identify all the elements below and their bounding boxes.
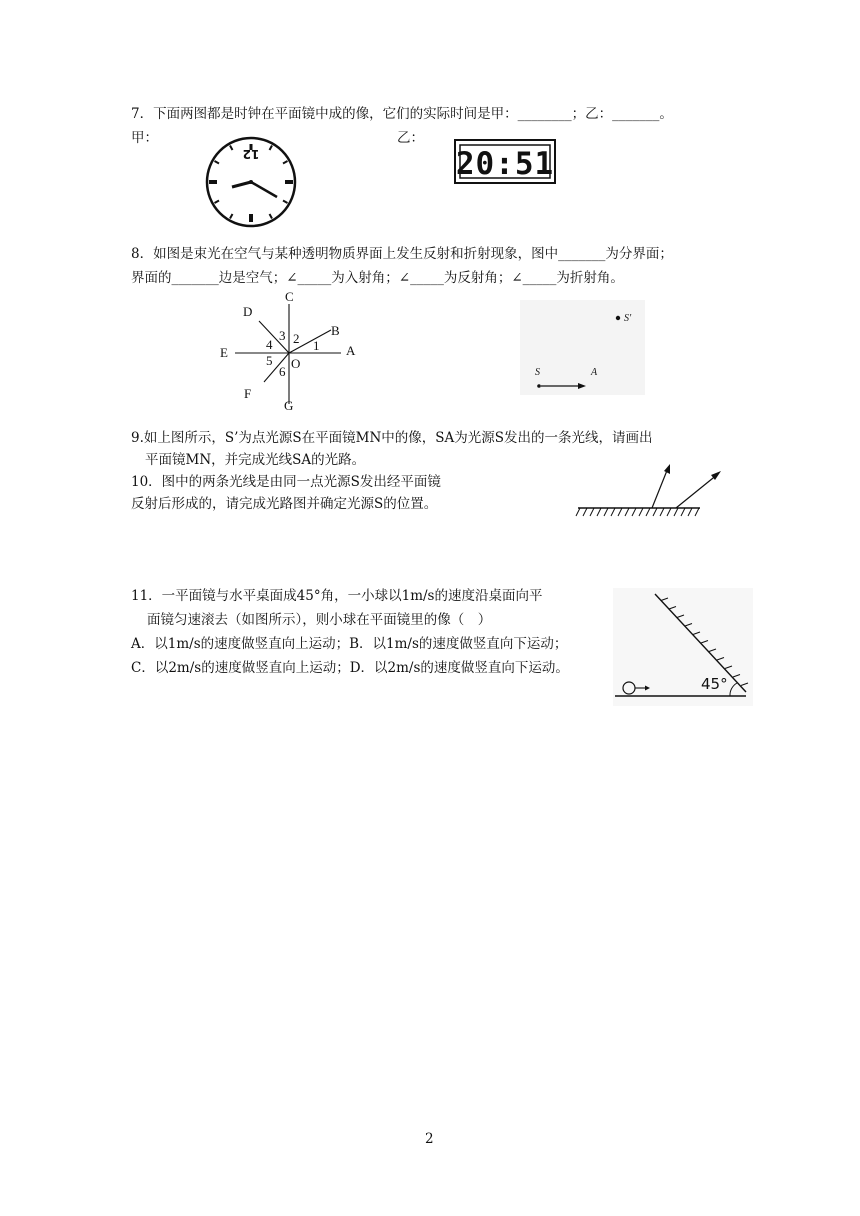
minute-hand [251,182,277,197]
angle-6: 6 [279,364,286,379]
angle-5: 5 [266,353,273,368]
digital-clock-figure [454,139,556,184]
q9-line2: 平面镜MN，并完成光线SA的光路。 [145,452,366,468]
page-number: 2 [425,1131,434,1147]
label-C: C [285,289,294,304]
label-E: E [220,345,228,360]
mirror-rays-figure [576,462,706,522]
hour-hand [232,182,251,187]
point-source-figure [520,300,645,395]
inclined-mirror-figure [613,588,753,706]
clock-numeral-12: 12 [242,147,260,161]
q9-line1: 9.如上图所示，S’为点光源S在平面镜MN中的像，SA为光源S发出的一条光线，请画出 [131,430,653,446]
q11-line1: 11．一平面镜与水平桌面成45°角，一小球以1m/s的速度沿桌面向平 [131,588,543,604]
q7-yi-label: 乙： [397,130,424,146]
q8-line2: 界面的_______边是空气；∠_____为入射角；∠_____为反射角；∠_____为折射角。 [131,270,624,286]
label-D: D [243,304,253,319]
angle-3: 3 [279,328,286,343]
q11-option-cd: C．以2m/s的速度做竖直向上运动；D．以2m/s的速度做竖直向下运动。 [131,660,569,676]
label-O: O [291,356,301,371]
label-G: G [284,398,294,413]
label-F: F [244,386,252,401]
label-s-prime: S′ [624,313,632,324]
refraction-diagram [215,286,365,414]
q8-line1: 8．如图是束光在空气与某种透明物质界面上发生反射和折射现象，图中_______为分界面； [131,246,673,262]
label-B: B [331,323,340,338]
angle-2: 2 [293,331,300,346]
q7-text: 7．下面两图都是时钟在平面镜中成的像，它们的实际时间是甲：________；乙：_______。 [131,106,673,122]
label-s: S [535,367,540,378]
angle-45: 45° [701,675,728,693]
angle-4: 4 [266,337,273,352]
q11-option-ab: A．以1m/s的速度做竖直向上运动；B．以1m/s的速度做竖直向下运动； [131,636,568,652]
q11-line2: 面镜匀速滚去（如图所示），则小球在平面镜里的像（ ） [147,612,492,628]
digital-time: 20:51 [455,146,555,182]
mirror-clock-figure [205,136,297,228]
label-A: A [346,343,356,358]
label-a: A [591,367,598,378]
q10-line2: 反射后形成的，请完成光路图并确定光源S的位置。 [131,496,438,512]
q10-line1: 10．图中的两条光线是由同一点光源S发出经平面镜 [131,474,441,490]
angle-1: 1 [313,338,320,353]
q7-jia-label: 甲： [131,130,158,146]
